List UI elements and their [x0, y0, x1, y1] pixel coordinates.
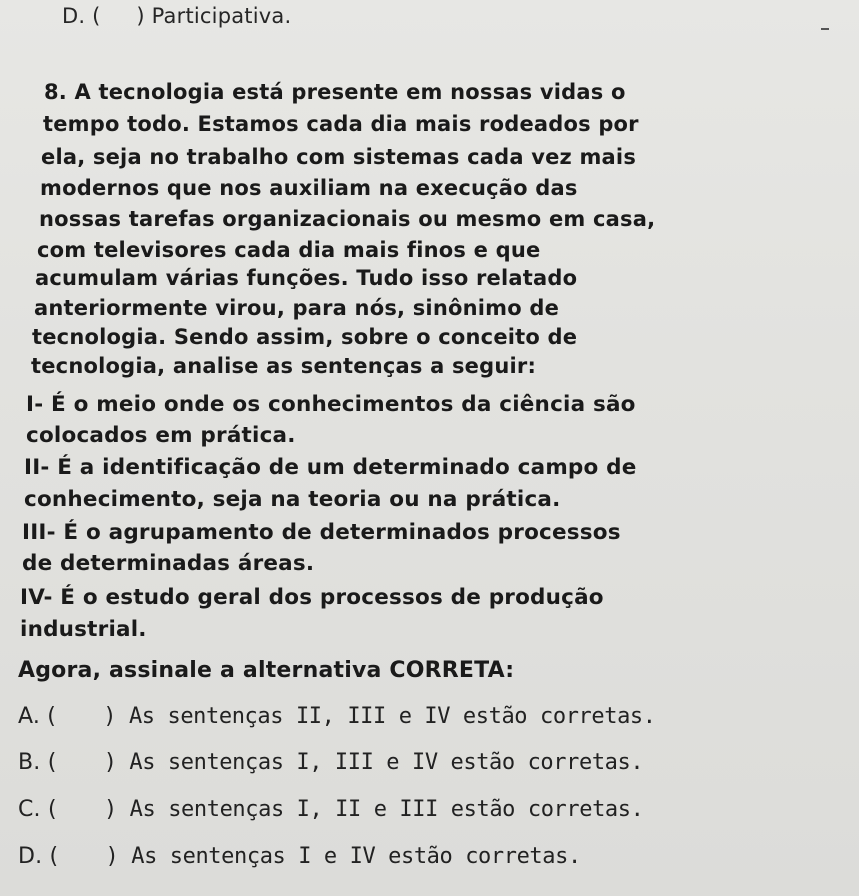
sentence-iii-continued: de determinadas áreas. — [22, 551, 315, 576]
sentence-iii: III- É o agrupamento de determinados processos — [22, 520, 621, 545]
option-text: ) As sentenças I, III e IV estão corretas. — [103, 750, 644, 775]
option-c[interactable] — [18, 797, 643, 822]
question-line: tecnologia, analise as sentenças a seguir: — [31, 354, 537, 378]
sentence-ii: II- É a identificação de um determinado campo de — [24, 455, 637, 480]
question-line: tempo todo. Estamos cada dia mais rodeados por — [43, 112, 639, 136]
option-letter: A. — [18, 704, 41, 729]
option-letter: C. — [18, 797, 41, 822]
option-a[interactable] — [18, 704, 656, 729]
answer-prompt: Agora, assinale a alternativa CORRETA: — [18, 658, 515, 683]
question-line: acumulam várias funções. Tudo isso relatado — [35, 266, 578, 290]
option-d[interactable] — [18, 844, 581, 869]
option-open-paren: ( — [49, 844, 59, 869]
question-line: nossas tarefas organizacionais ou mesmo em casa, — [39, 207, 656, 231]
question-line: ela, seja no trabalho com sistemas cada vez mais — [41, 145, 637, 169]
option-text: ) As sentenças I, II e III estão corretas. — [103, 797, 644, 822]
option-letter: D. — [18, 844, 43, 869]
option-letter: B. — [18, 750, 41, 775]
margin-mark — [821, 28, 829, 30]
question-line: 8. A tecnologia está presente em nossas vidas o — [44, 80, 626, 104]
option-letter: D. — [62, 4, 86, 28]
question-line: modernos que nos auxiliam na execução das — [40, 176, 578, 200]
sentence-i-continued: colocados em prática. — [26, 423, 296, 448]
option-open-paren: ( — [47, 797, 57, 822]
option-open-paren: ( — [47, 750, 57, 775]
sentence-ii-continued: conhecimento, seja na teoria ou na prática. — [24, 487, 561, 512]
option-open-paren: ( — [47, 704, 57, 729]
option-text: ) As sentenças I e IV estão corretas. — [105, 844, 581, 869]
question-line: tecnologia. Sendo assim, sobre o conceito de — [32, 325, 578, 349]
sentence-i: I- É o meio onde os conhecimentos da ciência são — [26, 392, 636, 417]
option-b[interactable] — [18, 750, 643, 775]
sentence-iv-continued: industrial. — [20, 617, 147, 642]
sentence-iv: IV- É o estudo geral dos processos de produção — [20, 585, 604, 610]
option-close-paren: ) — [136, 4, 145, 28]
question-line: anteriormente virou, para nós, sinônimo de — [34, 296, 560, 320]
option-text: Participativa. — [151, 4, 292, 28]
question-line: com televisores cada dia mais finos e que — [37, 238, 541, 262]
previous-option-d[interactable] — [62, 4, 291, 28]
option-text: ) As sentenças II, III e IV estão corretas. — [103, 704, 656, 729]
option-open-paren: ( — [92, 4, 101, 28]
